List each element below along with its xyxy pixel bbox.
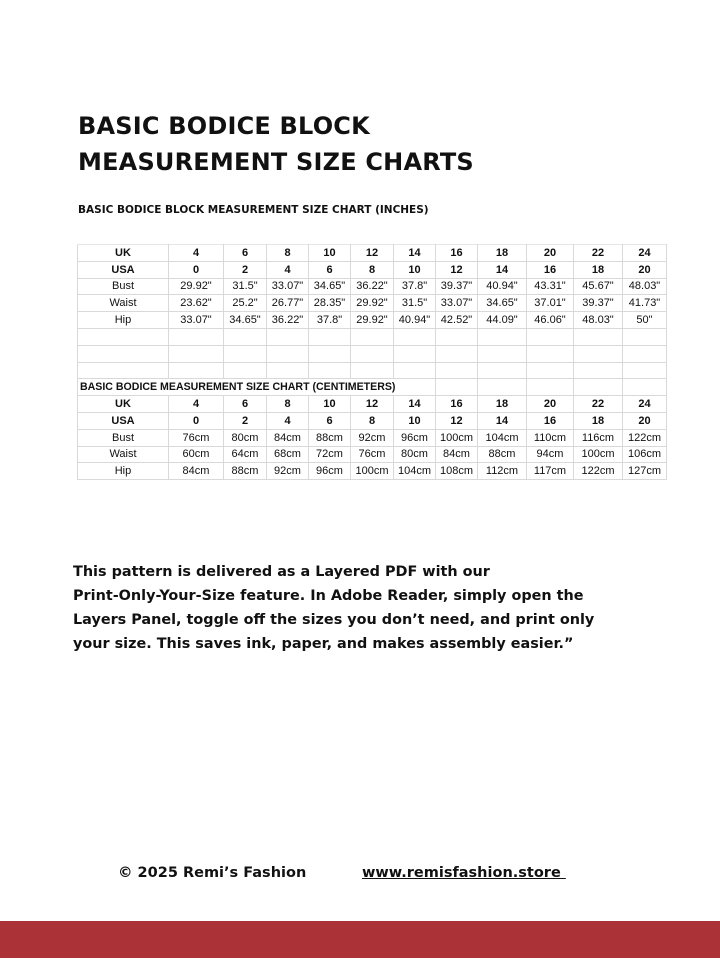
empty-cell [267,362,309,379]
empty-cell [78,362,169,379]
table-cell: 12 [351,245,394,262]
table-cell: 29.92" [351,312,394,329]
bottom-accent-bar [0,921,720,958]
table-cell: 122cm [574,463,623,480]
table-cell: 6 [309,412,351,429]
table-cell: 37.8" [309,312,351,329]
table-cell: 94cm [527,446,574,463]
table-cell: 18 [574,261,623,278]
empty-cell [478,345,527,362]
table-cell: 39.37" [436,278,478,295]
table-cell: 48.03" [574,312,623,329]
table-cell: 4 [267,261,309,278]
footer-website-link[interactable]: www.remisfashion.store [362,865,566,881]
empty-cell [394,345,436,362]
empty-cell [224,328,267,345]
inches-row-bust [78,278,667,295]
table-cell: 4 [267,412,309,429]
table-cell: 0 [169,261,224,278]
page-title [78,108,474,180]
table-cell: 16 [436,396,478,413]
table-cell: 60cm [169,446,224,463]
empty-cell [394,362,436,379]
empty-cell [527,379,574,396]
table-cell: 25.2" [224,295,267,312]
empty-cell [436,362,478,379]
table-cell: 64cm [224,446,267,463]
empty-cell [623,345,667,362]
note-line-1: This pattern is delivered as a Layered PDF with our [73,564,490,580]
table-cell: 100cm [351,463,394,480]
cm-row-hip [78,463,667,480]
empty-cell [351,328,394,345]
table-cell: 6 [224,396,267,413]
table-cell: 76cm [169,429,224,446]
page-title-line-2: MEASUREMENT SIZE CHARTS [78,148,474,176]
row-label: Bust [78,278,169,295]
table-cell: 116cm [574,429,623,446]
table-cell: 84cm [436,446,478,463]
table-cell: 40.94" [394,312,436,329]
table-cell: 80cm [394,446,436,463]
empty-cell [309,328,351,345]
layered-pdf-note [73,560,673,656]
empty-cell [574,328,623,345]
table-cell: 20 [527,245,574,262]
table-cell: 37.8" [394,278,436,295]
empty-cell [351,345,394,362]
blank-row [78,328,667,345]
table-cell: 40.94" [478,278,527,295]
table-cell: 39.37" [574,295,623,312]
empty-cell [574,345,623,362]
empty-cell [574,362,623,379]
table-cell: 31.5" [224,278,267,295]
table-cell: 43.31" [527,278,574,295]
table-cell: 41.73" [623,295,667,312]
table-cell: 104cm [478,429,527,446]
table-cell: 33.07" [436,295,478,312]
table-cell: 20 [527,396,574,413]
table-cell: 104cm [394,463,436,480]
table-cell: 34.65" [309,278,351,295]
cm-row-bust [78,429,667,446]
page-title-line-1: BASIC BODICE BLOCK [78,112,370,140]
empty-cell [351,362,394,379]
table-cell: 80cm [224,429,267,446]
table-cell: 36.22" [351,278,394,295]
table-cell: 84cm [169,463,224,480]
table-cell: 37.01" [527,295,574,312]
row-label: USA [78,412,169,429]
row-label: UK [78,245,169,262]
table-cell: 18 [478,396,527,413]
table-cell: 48.03" [623,278,667,295]
table-cell: 36.22" [267,312,309,329]
empty-cell [169,345,224,362]
table-cell: 33.07" [267,278,309,295]
table-cell: 2 [224,412,267,429]
empty-cell [623,362,667,379]
table-cell: 106cm [623,446,667,463]
table-cell: 16 [527,412,574,429]
row-label: USA [78,261,169,278]
table-cell: 2 [224,261,267,278]
cm-row-uk [78,396,667,413]
empty-cell [267,328,309,345]
table-cell: 76cm [351,446,394,463]
blank-row [78,345,667,362]
table-cell: 96cm [394,429,436,446]
table-cell: 45.67" [574,278,623,295]
table-cell: 110cm [527,429,574,446]
empty-cell [309,345,351,362]
table-cell: 20 [623,261,667,278]
inches-row-usa [78,261,667,278]
table-cell: 72cm [309,446,351,463]
table-cell: 84cm [267,429,309,446]
table-cell: 29.92" [169,278,224,295]
empty-cell [169,328,224,345]
empty-cell [224,345,267,362]
table-cell: 112cm [478,463,527,480]
note-line-3: Layers Panel, toggle off the sizes you don’t need, and print only [73,612,595,628]
table-cell: 10 [394,412,436,429]
table-cell: 127cm [623,463,667,480]
empty-cell [478,379,527,396]
footer-copyright: © 2025 Remi’s Fashion [118,865,307,881]
row-label: Waist [78,295,169,312]
table-cell: 44.09" [478,312,527,329]
table-cell: 12 [351,396,394,413]
table-cell: 34.65" [478,295,527,312]
table-cell: 10 [394,261,436,278]
blank-row [78,362,667,379]
empty-cell [478,328,527,345]
table-cell: 12 [436,412,478,429]
inches-chart-heading: BASIC BODICE BLOCK MEASUREMENT SIZE CHART (INCHES) [78,204,429,216]
table-cell: 8 [351,261,394,278]
empty-cell [478,362,527,379]
table-cell: 6 [309,261,351,278]
size-chart-table [77,244,667,480]
table-cell: 0 [169,412,224,429]
empty-cell [78,328,169,345]
inches-row-waist [78,295,667,312]
table-cell: 20 [623,412,667,429]
table-cell: 88cm [309,429,351,446]
cm-chart-heading-row [78,379,667,396]
table-cell: 68cm [267,446,309,463]
table-cell: 8 [267,396,309,413]
row-label: Bust [78,429,169,446]
row-label: Hip [78,312,169,329]
table-cell: 34.65" [224,312,267,329]
note-line-4: your size. This saves ink, paper, and makes assembly easier.” [73,636,574,652]
table-cell: 88cm [478,446,527,463]
table-cell: 14 [394,245,436,262]
empty-cell [267,345,309,362]
note-line-2: Print-Only-Your-Size feature. In Adobe Reader, simply open the [73,588,584,604]
empty-cell [527,345,574,362]
table-cell: 24 [623,396,667,413]
table-cell: 92cm [351,429,394,446]
table-cell: 10 [309,396,351,413]
table-cell: 8 [267,245,309,262]
empty-cell [527,362,574,379]
cm-row-usa [78,412,667,429]
table-cell: 108cm [436,463,478,480]
empty-cell [394,328,436,345]
cm-row-waist [78,446,667,463]
table-cell: 88cm [224,463,267,480]
row-label: Hip [78,463,169,480]
table-cell: 4 [169,245,224,262]
table-cell: 23.62" [169,295,224,312]
empty-cell [623,379,667,396]
empty-cell [436,379,478,396]
table-cell: 122cm [623,429,667,446]
table-cell: 16 [527,261,574,278]
empty-cell [623,328,667,345]
table-cell: 22 [574,396,623,413]
empty-cell [169,362,224,379]
table-cell: 18 [478,245,527,262]
empty-cell [78,345,169,362]
table-cell: 92cm [267,463,309,480]
cm-chart-heading: BASIC BODICE MEASUREMENT SIZE CHART (CENTIMETERS) [78,379,436,396]
table-cell: 18 [574,412,623,429]
table-cell: 24 [623,245,667,262]
table-cell: 28.35" [309,295,351,312]
table-cell: 22 [574,245,623,262]
table-cell: 26.77" [267,295,309,312]
empty-cell [574,379,623,396]
table-cell: 117cm [527,463,574,480]
table-cell: 12 [436,261,478,278]
table-cell: 10 [309,245,351,262]
table-cell: 100cm [436,429,478,446]
table-cell: 14 [478,412,527,429]
table-cell: 96cm [309,463,351,480]
table-cell: 16 [436,245,478,262]
row-label: Waist [78,446,169,463]
table-cell: 6 [224,245,267,262]
empty-cell [527,328,574,345]
table-cell: 42.52" [436,312,478,329]
empty-cell [309,362,351,379]
empty-cell [436,345,478,362]
table-cell: 50" [623,312,667,329]
table-cell: 100cm [574,446,623,463]
row-label: UK [78,396,169,413]
table-cell: 14 [394,396,436,413]
table-cell: 4 [169,396,224,413]
inches-row-hip [78,312,667,329]
table-cell: 33.07" [169,312,224,329]
inches-row-uk [78,245,667,262]
table-cell: 14 [478,261,527,278]
empty-cell [436,328,478,345]
empty-cell [224,362,267,379]
table-cell: 31.5" [394,295,436,312]
table-cell: 29.92" [351,295,394,312]
table-cell: 46.06" [527,312,574,329]
table-cell: 8 [351,412,394,429]
